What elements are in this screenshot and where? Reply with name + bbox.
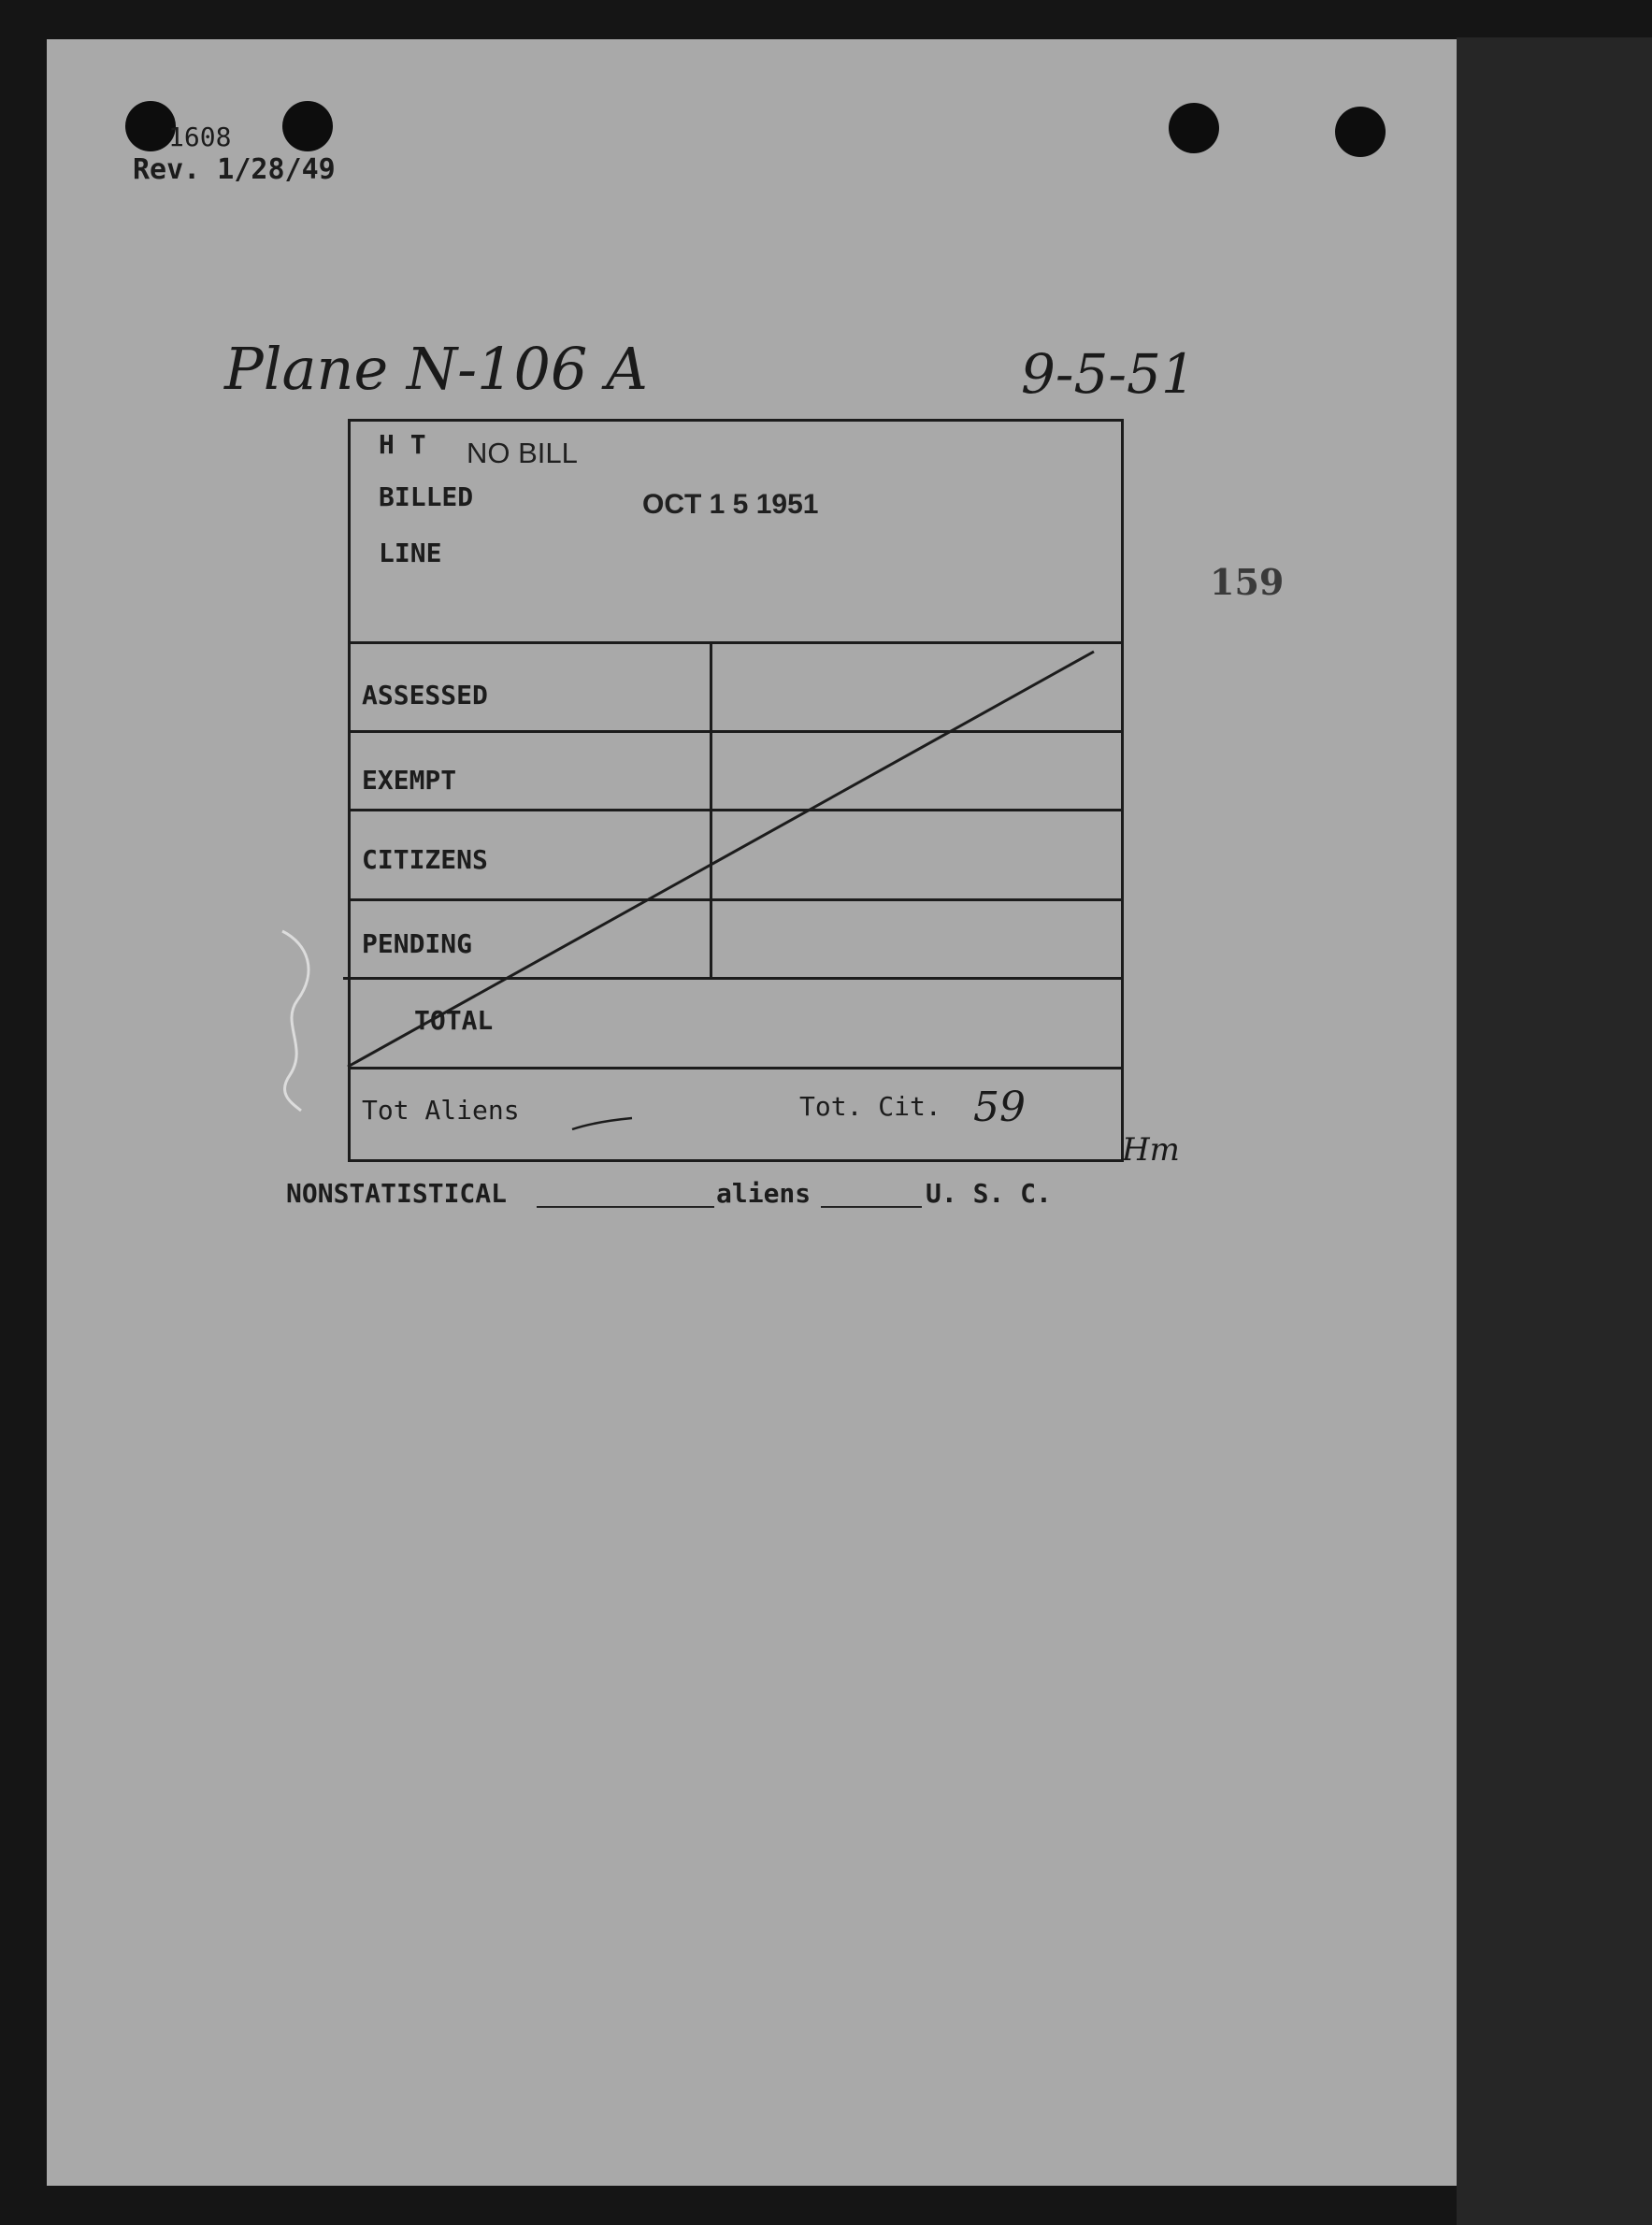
form-revision: Rev. 1/28/49 [133, 153, 336, 186]
received-date-stamp: OCT 1 5 1951 [642, 489, 819, 520]
label-line: LINE [379, 538, 442, 568]
no-bill-stamp: NO BILL [467, 437, 578, 469]
row-label-pending: PENDING [362, 928, 473, 959]
non-statistical-aliens: aliens [716, 1178, 812, 1209]
handwritten-initials: Hm [1122, 1131, 1180, 1169]
non-statistical-label: NONSTATISTICAL [286, 1178, 508, 1209]
non-statistical-blank [537, 1206, 714, 1208]
non-statistical-usc: U. S. C. [926, 1178, 1052, 1209]
form-number: 1608 [168, 122, 232, 152]
margin-squiggle [282, 931, 309, 1111]
tot-aliens-dash [572, 1118, 632, 1129]
aliens-blank [821, 1206, 922, 1208]
footer-tot-aliens: Tot Aliens [362, 1095, 520, 1126]
handwritten-date: 9-5-51 [1021, 342, 1196, 406]
footer-tot-cit: Tot. Cit. [799, 1091, 941, 1122]
page-number-stamp: 159 [1210, 561, 1285, 603]
label-ht: H T [379, 429, 426, 460]
row-label-total: TOTAL [414, 1005, 494, 1036]
handwritten-tot-cit-value: 59 [973, 1084, 1026, 1131]
label-billed: BILLED [379, 481, 474, 512]
row-label-citizens: CITIZENS [362, 844, 488, 875]
diagonal-strike-line [348, 652, 1094, 1067]
row-label-exempt: EXEMPT [362, 765, 457, 796]
handwritten-plane: Plane N-106 A [224, 335, 648, 403]
row-label-assessed: ASSESSED [362, 680, 488, 711]
